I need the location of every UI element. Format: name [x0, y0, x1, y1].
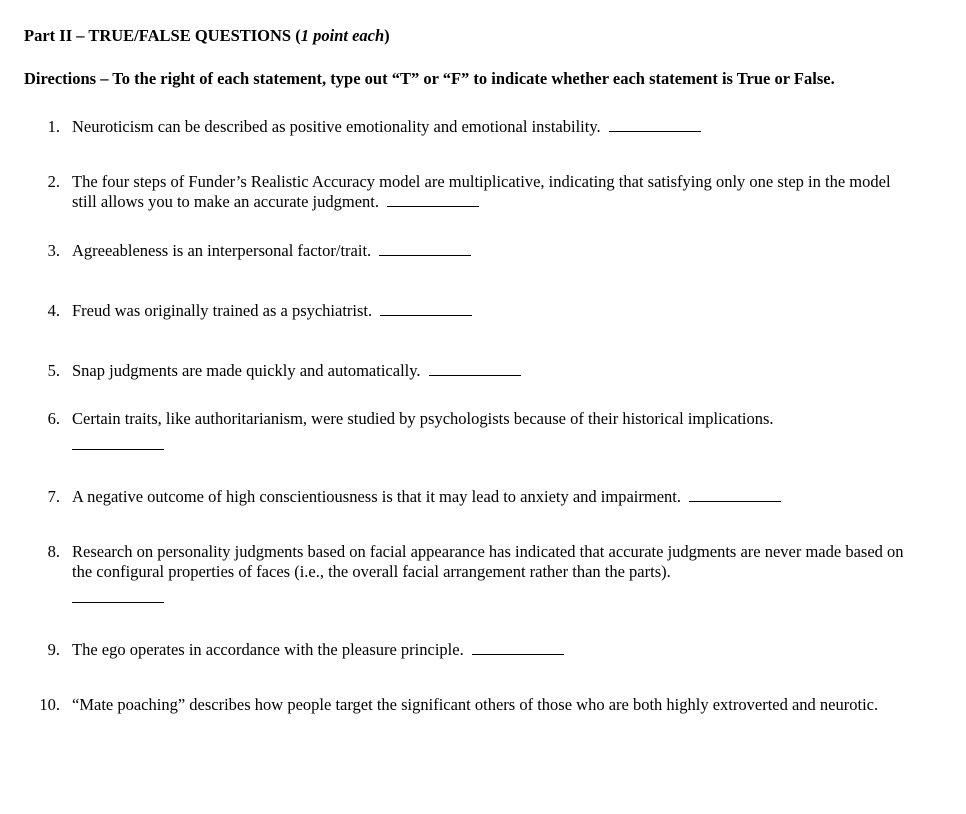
question-10 [24, 695, 924, 715]
question-text: Research on personality judgments based on facial appearance has indicated that accurate judgments are never made based on the configural properties of faces (i.e., the overall facial arrangement rather than the parts). [72, 542, 904, 581]
question-7 [24, 487, 924, 507]
section-title-close: ) [384, 26, 390, 45]
question-6 [24, 409, 924, 450]
answer-blank[interactable] [429, 361, 521, 376]
question-5 [24, 361, 924, 381]
question-3 [24, 241, 924, 261]
points-note: 1 point each [300, 26, 385, 45]
question-text: A negative outcome of high conscientiousness is that it may lead to anxiety and impairment. [72, 487, 681, 506]
question-4 [24, 301, 924, 321]
answer-blank[interactable] [379, 241, 471, 256]
question-number: 6. [47, 409, 60, 428]
section-title: Part II – TRUE/FALSE QUESTIONS ( [24, 26, 301, 45]
question-8 [24, 542, 924, 603]
answer-blank[interactable] [689, 487, 781, 502]
answer-blank[interactable] [609, 117, 701, 132]
answer-blank[interactable] [380, 301, 472, 316]
directions-text: Directions – To the right of each statement, type out “T” or “F” to indicate whether each statement is True or False. [24, 69, 835, 88]
question-9 [24, 640, 924, 660]
answer-blank[interactable] [72, 435, 164, 450]
question-number: 10. [39, 695, 60, 714]
question-number: 1. [47, 117, 60, 136]
question-text: The four steps of Funder’s Realistic Accuracy model are multiplicative, indicating that satisfying only one step in the model still allows you to make an accurate judgment. [72, 172, 891, 211]
question-text: Snap judgments are made quickly and automatically. [72, 361, 421, 380]
question-number: 8. [47, 542, 60, 561]
question-number: 5. [47, 361, 60, 380]
question-text: Agreeableness is an interpersonal factor/trait. [72, 241, 372, 260]
question-text: Neuroticism can be described as positive emotionality and emotional instability. [72, 117, 601, 136]
document-page [24, 26, 924, 715]
question-number: 2. [47, 172, 60, 191]
question-text: Freud was originally trained as a psychiatrist. [72, 301, 373, 320]
question-text: The ego operates in accordance with the pleasure principle. [72, 640, 464, 659]
question-number: 9. [47, 640, 60, 659]
question-number: 7. [47, 487, 60, 506]
question-number: 4. [47, 301, 60, 320]
question-list [24, 117, 924, 715]
question-1 [24, 117, 924, 137]
answer-blank[interactable] [387, 192, 479, 207]
question-number: 3. [47, 241, 60, 260]
question-2 [24, 172, 924, 212]
question-text: Certain traits, like authoritarianism, were studied by psychologists because of their historical implications. [72, 409, 774, 428]
section-heading [24, 26, 924, 46]
answer-blank[interactable] [72, 588, 164, 603]
question-text: “Mate poaching” describes how people target the significant others of those who are both highly extroverted and neurotic. [72, 695, 879, 714]
answer-blank[interactable] [472, 640, 564, 655]
